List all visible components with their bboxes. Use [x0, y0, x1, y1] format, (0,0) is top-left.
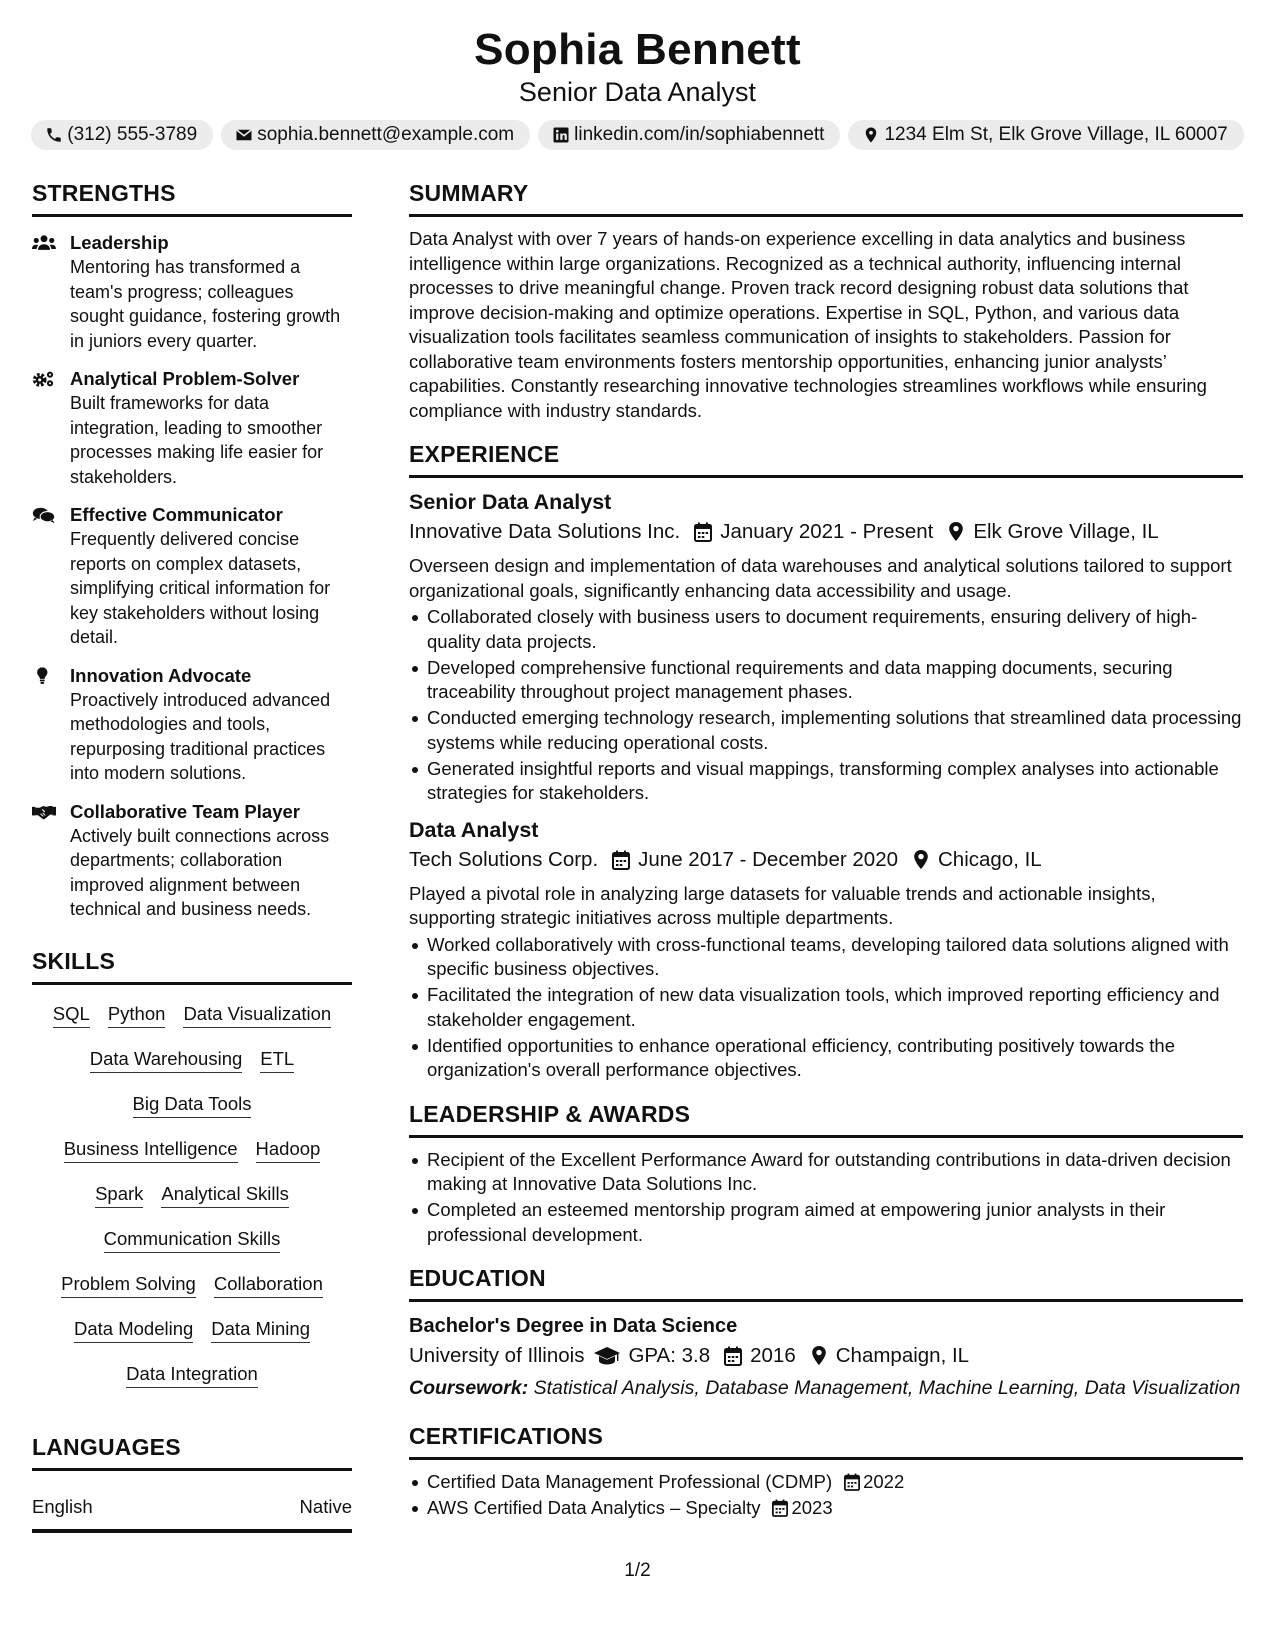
strength-title: Collaborative Team Player — [70, 800, 300, 822]
skill-tag: Python — [108, 1003, 166, 1028]
job-entry — [409, 488, 1243, 806]
skill-tag: Communication Skills — [104, 1228, 281, 1253]
certification-year: 2023 — [791, 1496, 833, 1518]
bullet-item: Facilitated the integration of new data visualization tools, which improved reporting efficiency and stakeholder engagement. — [409, 983, 1243, 1032]
linkedin-contact[interactable] — [538, 120, 840, 150]
skill-tag: Collaboration — [214, 1273, 323, 1298]
strength-title: Analytical Problem-Solver — [70, 368, 300, 389]
job-dates: June 2017 - December 2020 — [638, 847, 898, 871]
strength-desc: Frequently delivered concise reports on complex datasets, simplifying critical information for key stakeholders without losing detail. — [70, 529, 331, 647]
bullet-item: Conducted emerging technology research, implementing solutions that streamlined data processing systems while reducing operational costs. — [409, 706, 1243, 755]
coursework-text: Statistical Analysis, Database Management, Machine Learning, Data Visualization — [533, 1377, 1241, 1399]
address-contact[interactable] — [848, 120, 1243, 150]
skill-tag: Data Modeling — [74, 1318, 193, 1343]
strength-desc: Mentoring has transformed a team's progress; colleagues sought guidance, fostering growth in juniors every quarter. — [70, 257, 341, 351]
summary-heading: SUMMARY — [409, 178, 1243, 217]
job-entry — [409, 816, 1243, 1083]
calendar-icon — [844, 1473, 860, 1491]
left-column — [32, 178, 352, 1533]
skills-list — [32, 1003, 352, 1388]
calendar-icon — [724, 1346, 742, 1366]
email-text: sophia.bennett@example.com — [257, 124, 515, 145]
gears-icon — [32, 369, 56, 389]
language-name: English — [32, 1495, 93, 1517]
strength-desc: Built frameworks for data integration, leading to smoother processes making life easier for stakeholders. — [70, 393, 324, 487]
bullet-item: Worked collaboratively with cross-functional teams, developing tailored data solutions aligned with specific business objectives. — [409, 933, 1243, 982]
skill-tag: Big Data Tools — [133, 1093, 252, 1118]
candidate-name: Sophia Bennett — [474, 25, 801, 74]
calendar-icon — [694, 522, 712, 542]
skills-row — [95, 1183, 289, 1208]
gpa-text: GPA: 3.8 — [628, 1344, 711, 1367]
job-dates: January 2021 - Present — [720, 520, 934, 543]
lightbulb-icon — [32, 666, 56, 686]
education-location: Champaign, IL — [835, 1344, 970, 1367]
job-company: Innovative Data Solutions Inc. — [409, 520, 681, 543]
job-title: Senior Data Analyst — [409, 490, 612, 514]
skill-tag: Data Visualization — [183, 1003, 331, 1028]
bullet-item: Completed an esteemed mentorship program aimed at empowering junior analysts in their professional development. — [409, 1198, 1243, 1247]
coursework-label: Coursework: — [409, 1377, 529, 1399]
skill-tag: Hadoop — [256, 1138, 321, 1163]
certifications-list — [409, 1470, 1243, 1521]
strength-title: Innovation Advocate — [70, 664, 252, 686]
certification-name: AWS Certified Data Analytics – Specialty — [427, 1496, 761, 1518]
phone-contact[interactable] — [31, 120, 213, 150]
skills-row — [90, 1048, 294, 1073]
job-bullets — [409, 933, 1243, 1083]
graduation-year: 2016 — [750, 1344, 796, 1367]
job-description: Overseen design and implementation of data warehouses and analytical solutions tailored to support organizational goals, significantly enhancing data accessibility and usage. — [409, 555, 1232, 601]
handshake-icon — [32, 802, 56, 822]
certification-item — [409, 1496, 1243, 1521]
job-title: Data Analyst — [409, 817, 539, 842]
job-meta — [409, 846, 1243, 874]
bullet-item: Developed comprehensive functional requirements and data mapping documents, securing traceability throughout project management phases. — [409, 656, 1243, 705]
strength-desc: Proactively introduced advanced methodologies and tools, repurposing traditional practices into modern solutions. — [70, 689, 331, 783]
phone-text: (312) 555-3789 — [67, 124, 198, 145]
job-company: Tech Solutions Corp. — [409, 847, 599, 871]
right-column — [409, 178, 1243, 1520]
strength-item — [32, 231, 352, 353]
contact-bar — [0, 120, 1275, 150]
skill-tag: Spark — [95, 1183, 143, 1208]
candidate-title: Senior Data Analyst — [518, 77, 757, 107]
skill-tag: Data Warehousing — [90, 1048, 243, 1073]
skill-tag: SQL — [53, 1003, 90, 1028]
certification-item — [409, 1470, 1243, 1495]
skills-row — [74, 1318, 310, 1343]
skills-row — [64, 1138, 321, 1163]
resume-header — [0, 0, 1275, 150]
awards-heading: LEADERSHIP & AWARDS — [409, 1099, 1243, 1138]
skills-row — [53, 1003, 331, 1028]
job-location: Elk Grove Village, IL — [973, 520, 1159, 543]
certification-year: 2022 — [863, 1470, 905, 1492]
calendar-icon — [612, 850, 630, 870]
skills-row — [104, 1228, 281, 1253]
skills-row — [126, 1363, 258, 1388]
skill-tag: ETL — [260, 1048, 294, 1073]
languages-heading: LANGUAGES — [32, 1432, 352, 1471]
bullet-item: Recipient of the Excellent Performance Award for outstanding contributions in data-driven decision making at Innovative Data Solutions Inc. — [409, 1148, 1243, 1197]
language-item — [32, 1495, 352, 1533]
skill-tag: Analytical Skills — [161, 1183, 289, 1208]
map-pin-icon — [912, 850, 930, 870]
strength-item — [32, 367, 352, 489]
job-meta — [409, 518, 1243, 546]
skills-heading: SKILLS — [32, 946, 352, 985]
map-pin-icon — [862, 126, 880, 144]
strengths-heading: STRENGTHS — [32, 178, 352, 217]
linkedin-text: linkedin.com/in/sophiabennett — [574, 124, 825, 145]
skill-tag: Problem Solving — [61, 1273, 196, 1298]
envelope-icon — [235, 126, 253, 144]
job-description: Played a pivotal role in analyzing large datasets for valuable trends and actionable insights, supporting strategic initiatives across multiple departments. — [409, 882, 1156, 928]
strength-title: Leadership — [70, 232, 169, 253]
summary-text: Data Analyst with over 7 years of hands-on experience excelling in data analytics and business intelligence within large organizations. Recognized as a technical authority, influencing internal processes to drive meaningful change. Proven track record designing robust data solutions that improve decision-making and optimize operations. Expertise in SQL, Python, and various data visualization tools facilitates seamless communication of insights to stakeholders. Passion for collaborative team environments fosters mentorship opportunities, enhancing junior analysts’ capabilities. Constantly researching innovative technologies streamlines workflows while ensuring compliance with industry standards. — [409, 228, 1207, 421]
skill-tag: Business Intelligence — [64, 1138, 238, 1163]
skills-row — [133, 1093, 252, 1118]
skill-tag: Data Integration — [126, 1363, 258, 1388]
job-location: Chicago, IL — [938, 847, 1042, 871]
education-meta — [409, 1342, 1243, 1370]
map-pin-icon — [947, 522, 965, 542]
calendar-icon — [772, 1499, 788, 1517]
strength-desc: Actively built connections across departments; collaboration improved alignment between technical and business needs. — [70, 825, 330, 919]
users-icon — [32, 233, 56, 253]
certification-name: Certified Data Management Professional (CDMP) — [427, 1470, 833, 1492]
bullet-item: Generated insightful reports and visual mappings, transforming complex analyses into actionable strategies for stakeholders. — [409, 757, 1243, 806]
certifications-heading: CERTIFICATIONS — [409, 1421, 1243, 1460]
school-name: University of Illinois — [409, 1344, 585, 1367]
email-contact[interactable] — [221, 120, 530, 150]
education-heading: EDUCATION — [409, 1263, 1243, 1302]
experience-heading: EXPERIENCE — [409, 439, 1243, 478]
strength-title: Effective Communicator — [70, 504, 283, 525]
awards-list — [409, 1148, 1243, 1248]
map-pin-icon — [810, 1346, 828, 1366]
skill-tag: Data Mining — [211, 1318, 310, 1343]
strength-item — [32, 503, 352, 650]
skills-row — [61, 1273, 323, 1298]
bullet-item: Identified opportunities to enhance operational efficiency, contributing positively towards the organization's overall performance objectives. — [409, 1034, 1243, 1083]
comments-icon — [32, 505, 56, 525]
job-bullets — [409, 605, 1243, 806]
page-number: 1/2 — [624, 1560, 651, 1581]
degree-title: Bachelor's Degree in Data Science — [409, 1315, 738, 1337]
linkedin-icon — [552, 126, 570, 144]
address-text: 1234 Elm St, Elk Grove Village, IL 60007 — [884, 124, 1228, 145]
bullet-item: Collaborated closely with business users to document requirements, ensuring delivery of high-quality data projects. — [409, 605, 1243, 654]
phone-icon — [45, 126, 63, 144]
language-level: Native — [299, 1495, 352, 1517]
coursework — [409, 1376, 1243, 1401]
strength-item — [32, 664, 352, 786]
strength-item — [32, 800, 352, 922]
graduation-cap-icon — [594, 1346, 620, 1366]
